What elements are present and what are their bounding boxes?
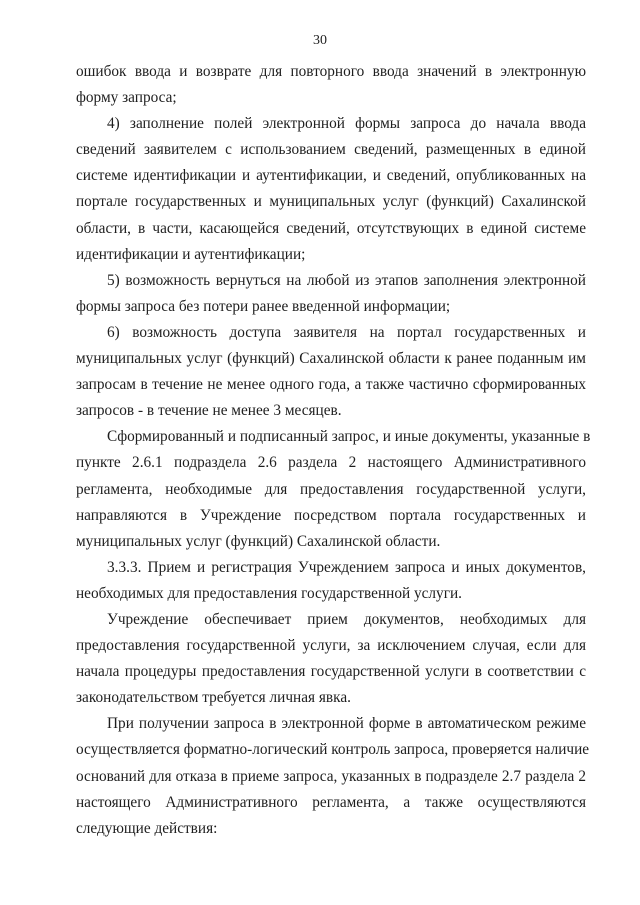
- text-line: начала процедуры предоставления государственной услуги в соответствии с: [76, 663, 586, 681]
- text-line: портале государственных и муниципальных услуг (функций) Сахалинской: [76, 193, 586, 211]
- paragraph-item-5: [76, 268, 586, 320]
- paragraph-electronic-request: [76, 711, 590, 841]
- text-line: направляются в Учреждение посредством портала государственных и: [76, 506, 586, 524]
- text-line: настоящего Административного регламента, а также осуществляются: [76, 793, 586, 811]
- text-line: осуществляется форматно-логический контроль запроса, проверяется наличие: [76, 741, 590, 759]
- text-line: 3.3.3. Прием и регистрация Учреждением запроса и иных документов,: [107, 558, 586, 576]
- text-line: предоставления государственной услуги, за исключением случая, если для: [76, 637, 586, 655]
- text-line: следующие действия:: [76, 819, 218, 837]
- text-line: При получении запроса в электронной форме в автоматическом режиме: [107, 715, 586, 733]
- text-line: 4) заполнение полей электронной формы запроса до начала ввода: [107, 115, 586, 133]
- text-line: пункте 2.6.1 подраздела 2.6 раздела 2 настоящего Административного: [76, 454, 586, 472]
- text-line: идентификации и аутентификации;: [76, 245, 306, 263]
- paragraph-institution-provides: [76, 607, 586, 711]
- paragraph-item-4: [76, 111, 586, 268]
- text-line: форму запроса;: [76, 89, 177, 107]
- text-line: 6) возможность доступа заявителя на портал государственных и: [107, 323, 586, 341]
- page-number: 30: [313, 33, 327, 48]
- text-line: необходимых для предоставления государственной услуги.: [76, 584, 462, 602]
- text-line: муниципальных услуг (функций) Сахалинской области к ранее поданным им: [76, 350, 586, 368]
- paragraph-section-3-3-3: [76, 555, 586, 607]
- paragraph-input-errors: [76, 59, 586, 111]
- text-line: муниципальных услуг (функций) Сахалинской области.: [76, 532, 441, 550]
- text-line: Сформированный и подписанный запрос, и иные документы, указанные в: [107, 428, 591, 446]
- body-text: [76, 59, 591, 842]
- text-line: законодательством требуется личная явка.: [76, 689, 351, 707]
- text-line: регламента, необходимые для предоставления государственной услуги,: [76, 480, 586, 498]
- text-line: формы запроса без потери ранее введенной информации;: [76, 297, 451, 315]
- text-line: области, в части, касающейся сведений, отсутствующих в единой системе: [76, 219, 586, 237]
- paragraph-item-6: [76, 320, 586, 424]
- paragraph-request-sent: [76, 424, 591, 554]
- text-line: 5) возможность вернуться на любой из этапов заполнения электронной: [107, 271, 586, 289]
- text-line: системе идентификации и аутентификации, и сведений, опубликованных на: [76, 167, 586, 185]
- text-line: сведений заявителем с использованием сведений, размещенных в единой: [76, 141, 586, 159]
- text-line: оснований для отказа в приеме запроса, указанных в подразделе 2.7 раздела 2: [76, 767, 586, 785]
- text-line: запросам в течение не менее одного года, а также частично сформированных: [76, 376, 586, 394]
- text-line: Учреждение обеспечивает прием документов, необходимых для: [107, 610, 586, 628]
- text-line: ошибок ввода и возврате для повторного ввода значений в электронную: [76, 63, 586, 80]
- text-line: запросов - в течение не менее 3 месяцев.: [76, 402, 342, 420]
